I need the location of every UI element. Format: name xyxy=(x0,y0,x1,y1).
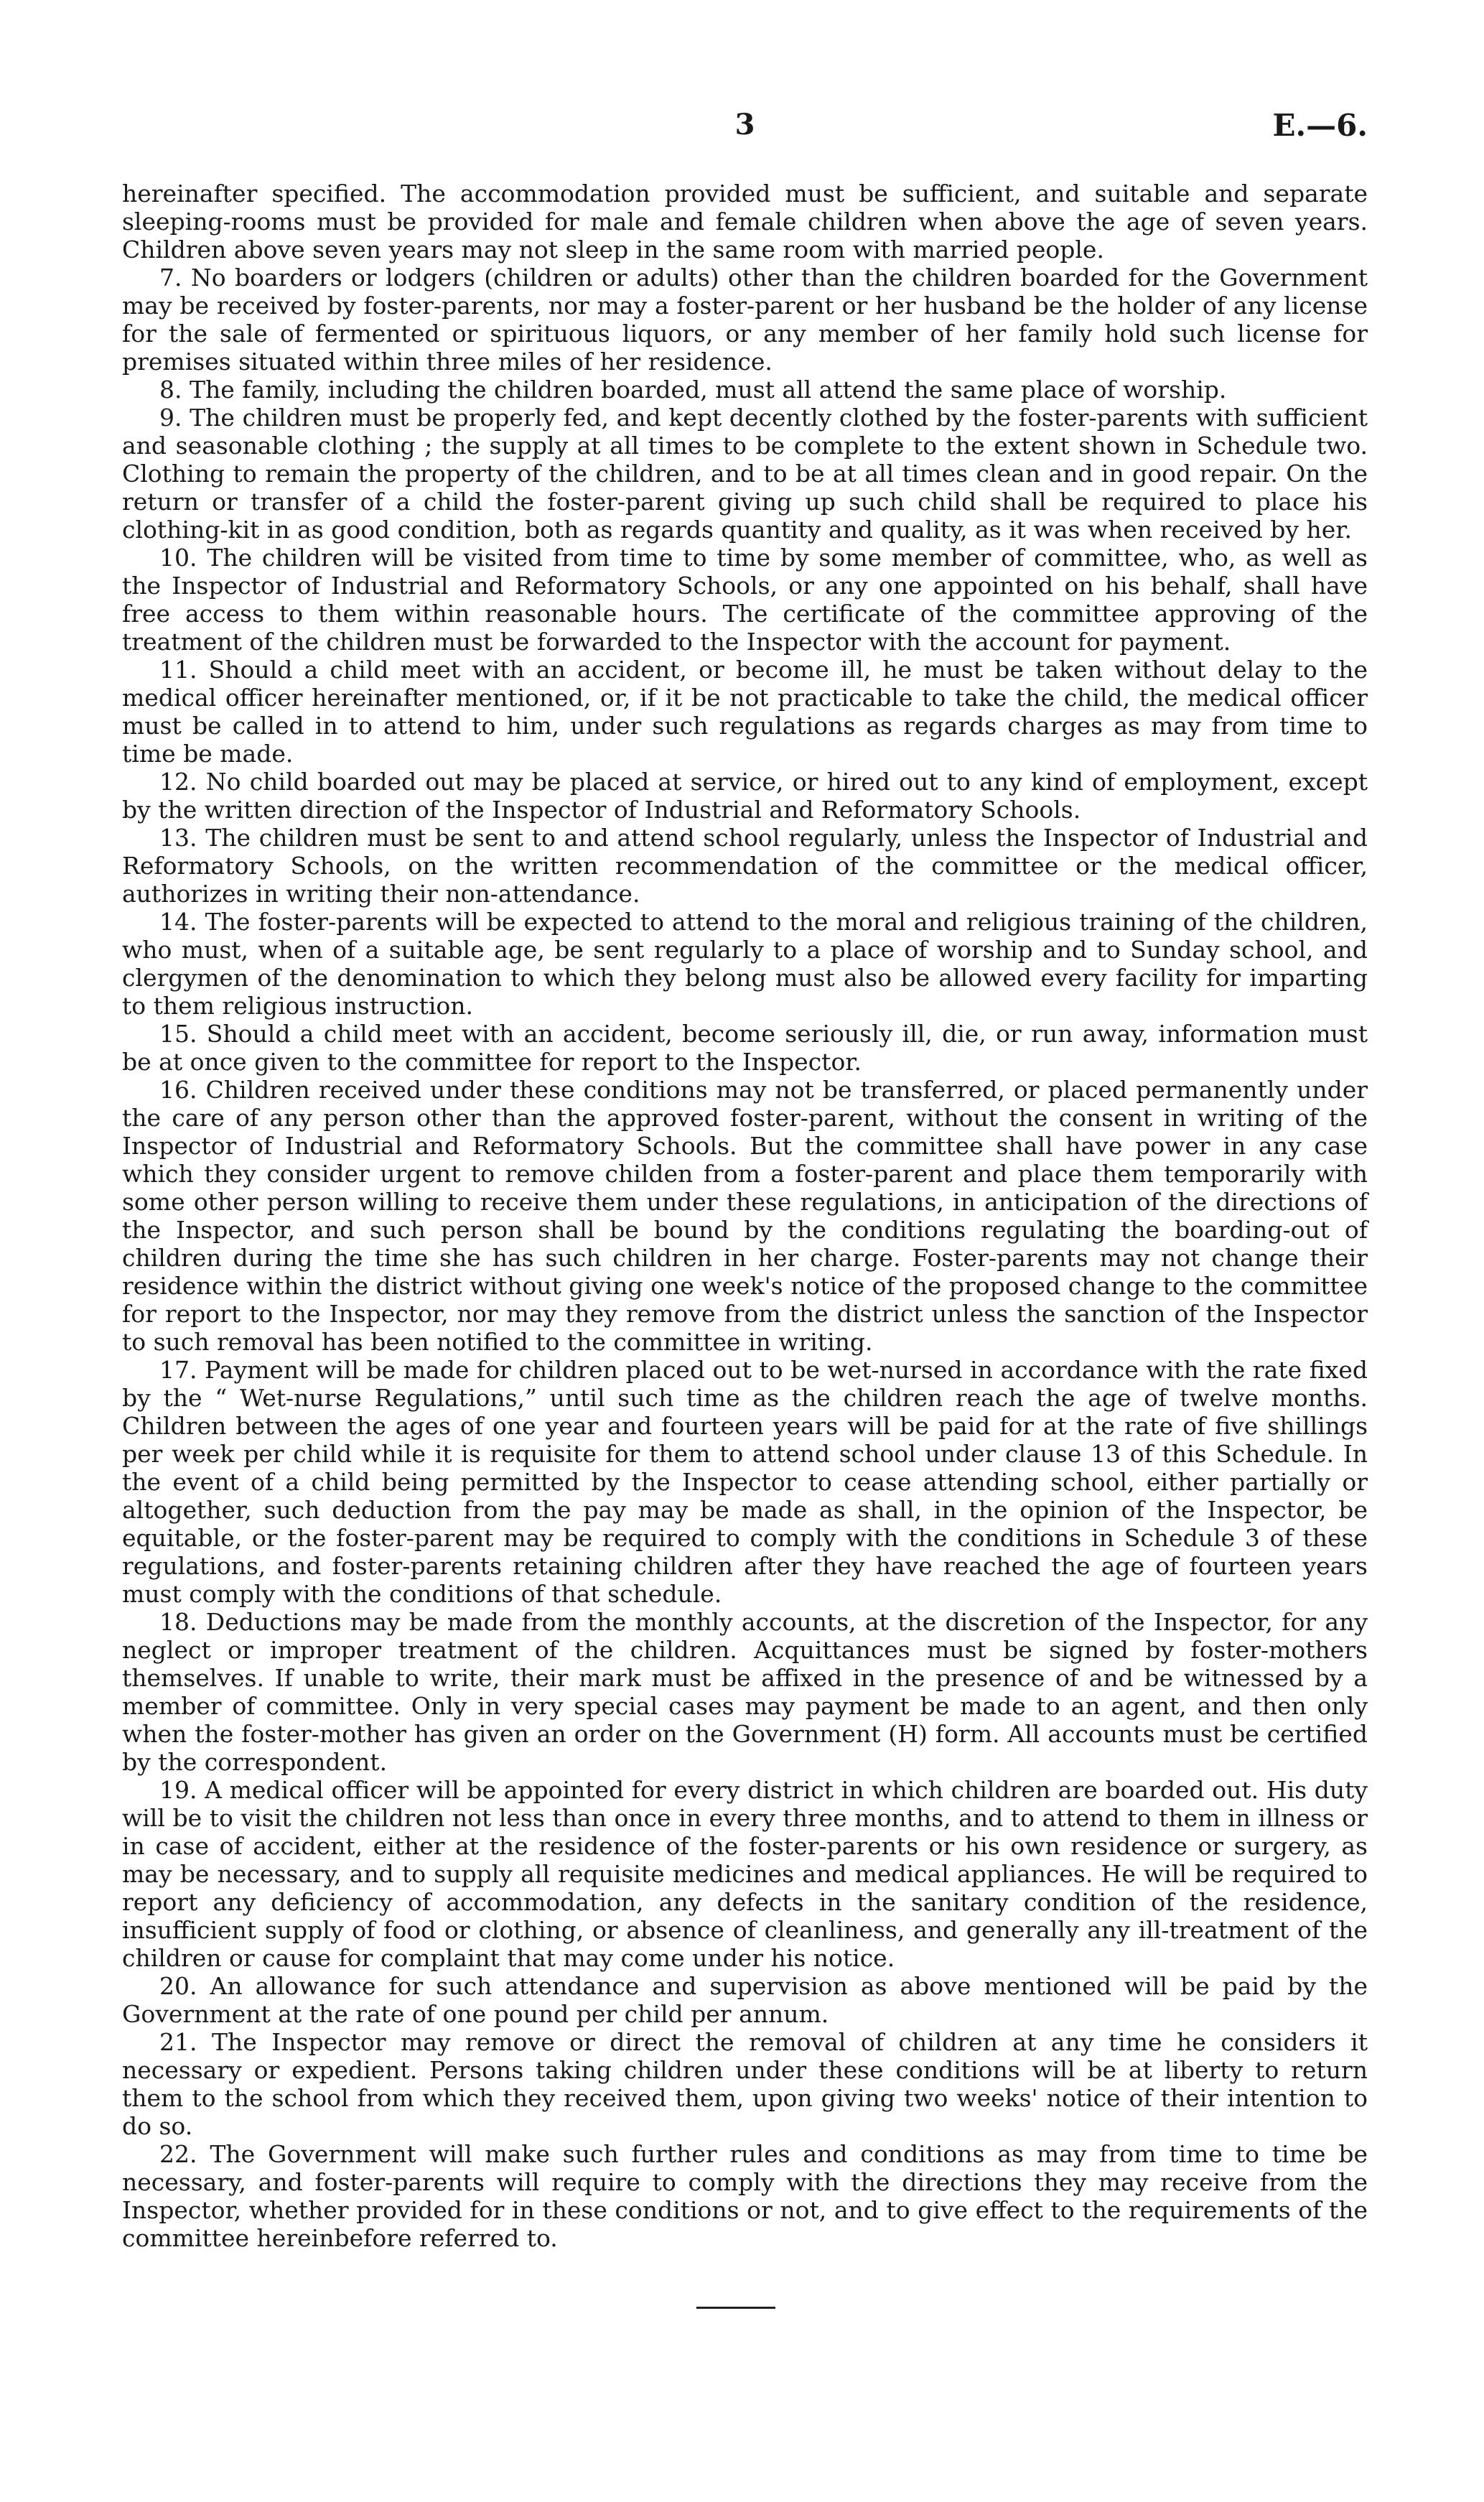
clause-21: 21. The Inspector may remove or direct the removal of children at any time he considers it necessary or expedient. Persons taking children under these conditions will be at liberty to return them to the school from which they received them, upon giving two weeks' notice of their intention to do so. xyxy=(122,2028,1368,2140)
closing-rule xyxy=(696,2307,775,2309)
clause-18: 18. Deductions may be made from the monthly accounts, at the discretion of the Inspector, for any neglect or improper treatment of the children. Acquittances must be signed by foster-mothers themselves. If unable to write, their mark must be affixed in the presence of and be witnessed by a member of committee. Only in very special cases may payment be made to an agent, and then only when the foster-mother has given an order on the Government (H) form. All accounts must be certified by the correspondent. xyxy=(122,1608,1368,1776)
continued-paragraph: hereinafter specified. The accommodation provided must be sufficient, and suitable and separate sleeping-rooms must be provided for male and female children when above the age of seven years. Children above seven years may not sleep in the same room with married people. xyxy=(122,180,1368,264)
clause-15: 15. Should a child meet with an accident, become seriously ill, die, or run away, information must be at once given to the committee for report to the Inspector. xyxy=(122,1020,1368,1076)
clause-11: 11. Should a child meet with an accident, or become ill, he must be taken without delay to the medical officer hereinafter mentioned, or, if it be not practicable to take the child, the medical officer must be called in to attend to him, under such regulations as regards charges as may from time to time be made. xyxy=(122,656,1368,768)
document-reference: E.—6. xyxy=(1272,108,1368,143)
page-header xyxy=(122,108,1368,151)
clause-17: 17. Payment will be made for children placed out to be wet-nursed in accordance with the rate fixed by the “ Wet-nurse Regulations,” until such time as the children reach the age of twelve months. Children between the ages of one year and fourteen years will be paid for at the rate of five shillings per week per child while it is requisite for them to attend school under clause 13 of this Schedule. In the event of a child being permitted by the Inspector to cease attending school, either partially or altogether, such deduction from the pay may be made as shall, in the opinion of the Inspector, be equitable, or the foster-parent may be required to comply with the conditions in Schedule 3 of these regulations, and foster-parents retaining children after they have reached the age of fourteen years must comply with the conditions of that schedule. xyxy=(122,1356,1368,1608)
clause-12: 12. No child boarded out may be placed at service, or hired out to any kind of employment, except by the written direction of the Inspector of Industrial and Reformatory Schools. xyxy=(122,768,1368,824)
clause-19: 19. A medical officer will be appointed for every district in which children are boarded out. His duty will be to visit the children not less than once in every three months, and to attend to them in illness or in case of accident, either at the residence of the foster-parents or his own residence or surgery, as may be necessary, and to supply all requisite medicines and medical appliances. He will be required to report any deficiency of accommodation, any defects in the sanitary condition of the residence, insufficient supply of food or clothing, or absence of cleanliness, and generally any ill-treatment of the children or cause for complaint that may come under his notice. xyxy=(122,1776,1368,1972)
clause-10: 10. The children will be visited from time to time by some member of committee, who, as well as the Inspector of Industrial and Reformatory Schools, or any one appointed on his behalf, shall have free access to them within reasonable hours. The certificate of the committee approving of the treatment of the children must be forwarded to the Inspector with the account for payment. xyxy=(122,544,1368,656)
clause-9: 9. The children must be properly fed, and kept decently clothed by the foster-parents with sufficient and seasonable clothing ; the supply at all times to be complete to the extent shown in Schedule two. Clothing to remain the property of the children, and to be at all times clean and in good repair. On the return or transfer of a child the foster-parent giving up such child shall be required to place his clothing-kit in as good condition, both as regards quantity and quality, as it was when received by her. xyxy=(122,404,1368,544)
schedule-body xyxy=(122,180,1368,2252)
clause-20: 20. An allowance for such attendance and supervision as above mentioned will be paid by the Government at the rate of one pound per child per annum. xyxy=(122,1972,1368,2028)
clause-13: 13. The children must be sent to and attend school regularly, unless the Inspector of Industrial and Reformatory Schools, on the written recommendation of the committee or the medical officer, authorizes in writing their non-attendance. xyxy=(122,824,1368,908)
clause-8: 8. The family, including the children boarded, must all attend the same place of worship. xyxy=(159,376,1227,404)
clause-7: 7. No boarders or lodgers (children or adults) other than the children boarded for the Government may be received by foster-parents, nor may a foster-parent or her husband be the holder of any license for the sale of fermented or spirituous liquors, or any member of her family hold such license for premises situated within three miles of her residence. xyxy=(122,264,1368,376)
clause-14: 14. The foster-parents will be expected to attend to the moral and religious training of the children, who must, when of a suitable age, be sent regularly to a place of worship and to Sunday school, and clergymen of the denomination to which they belong must also be allowed every facility for imparting to them religious instruction. xyxy=(122,908,1368,1020)
clause-16: 16. Children received under these conditions may not be transferred, or placed permanently under the care of any person other than the approved foster-parent, without the consent in writing of the Inspector of Industrial and Reformatory Schools. But the committee shall have power in any case which they consider urgent to remove childen from a foster-parent and place them temporarily with some other person willing to receive them under these regulations, in anticipation of the directions of the Inspector, and such person shall be bound by the conditions regulating the boarding-out of children during the time she has such children in her charge. Foster-parents may not change their residence within the district without giving one week's notice of the proposed change to the committee for report to the Inspector, nor may they remove from the district unless the sanction of the Inspector to such removal has been notified to the committee in writing. xyxy=(122,1076,1368,1356)
page-number: 3 xyxy=(734,108,755,141)
clause-22: 22. The Government will make such further rules and conditions as may from time to time be necessary, and foster-parents will require to comply with the directions they may receive from the Inspector, whether provided for in these conditions or not, and to give effect to the requirements of the committee hereinbefore referred to. xyxy=(122,2140,1368,2252)
